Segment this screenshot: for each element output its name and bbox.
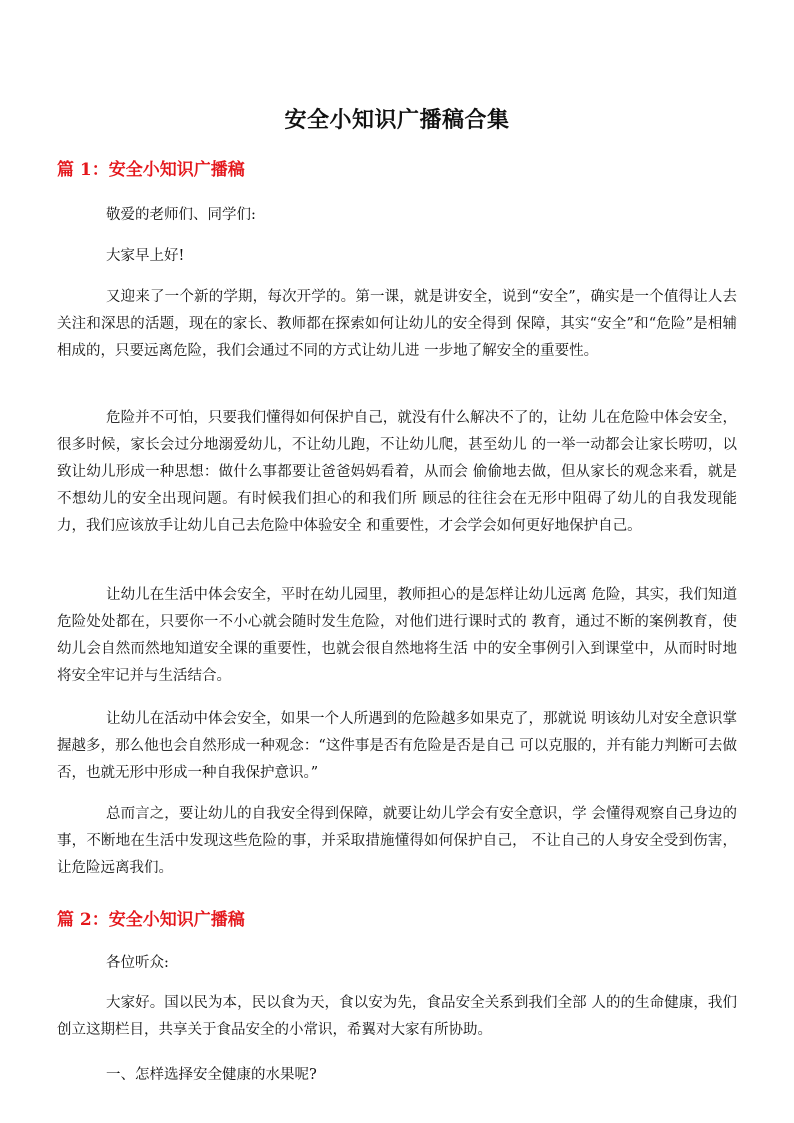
section-2-paragraph-3: 一、怎样选择安全健康的水果呢? xyxy=(106,1067,317,1083)
section-1-paragraph-6: 让幼儿在活动中体会安全，如果一个人所遇到的危险越多如果克了，那就说 明该幼儿对安全意识掌握越多，那么他也会自然形成一种观念：“这件事是否有危险是否是自己 可以克服的，并有能力判断可去做否，也就无形中形成一种自我保护意识。” xyxy=(57,711,737,781)
section-1-paragraph-2: 大家早上好! xyxy=(106,248,185,264)
section-1-paragraph-1: 敬爱的老师们、同学们: xyxy=(106,207,256,223)
section-2-paragraph-2: 大家好。国以民为本，民以食为天，食以安为先，食品安全关系到我们全部 人的的生命健康，我们创立这期栏目，共享关于食品安全的小常识，希翼对大家有所协助。 xyxy=(57,995,737,1038)
document-title: 安全小知识广播稿合集 xyxy=(284,107,510,133)
section-2-heading: 篇 2：安全小知识广播稿 xyxy=(57,910,245,930)
section-1-paragraph-4: 危险并不可怕，只要我们懂得如何保护自己，就没有什么解决不了的，让幼 儿在危险中体会安全，很多时候，家长会过分地溺爱幼儿，不让幼儿跑，不让幼儿爬，甚至幼儿 的一举一动都会让家长唠叨，以致让幼儿形成一种思想：做什么事都要让爸爸妈妈看着，从而会 偷偷地去做，但从家长的观念来看，就是不想幼儿的安全出现问题。有时候我们担心的和我们所 顾忌的往往会在无形中阻碍了幼儿的自我发现能力，我们应该放手让幼儿自己去危险中体验安全 和重要性，才会学会如何更好地保护自己。 xyxy=(57,410,737,534)
section-1-heading: 篇 1：安全小知识广播稿 xyxy=(57,160,245,180)
section-1-paragraph-7: 总而言之，要让幼儿的自我安全得到保障，就要让幼儿学会有安全意识，学 会懂得观察自己身边的事，不断地在生活中发现这些危险的事，并采取措施懂得如何保护自己， 不让自己的人身安全受到伤害，让危险远离我们。 xyxy=(57,806,737,876)
section-1-paragraph-3: 又迎来了一个新的学期，每次开学的。第一课，就是讲安全，说到“安全”，确实是一个值得让人去关注和深思的活题，现在的家长、教师都在探索如何让幼儿的安全得到 保障，其实“安全”和“危险”是相辅相成的，只要远离危险，我们会通过不同的方式让幼儿进 一步地了解安全的重要性。 xyxy=(57,289,737,359)
section-1-paragraph-5: 让幼儿在生活中体会安全，平时在幼儿园里，教师担心的是怎样让幼儿远离 危险，其实，我们知道危险处处都在，只要你一不小心就会随时发生危险，对他们进行课时式的 教育，通过不断的案例教育，使幼儿会自然而然地知道安全课的重要性，也就会很自然地将生活 中的安全事例引入到课堂中，从而时时地将安全牢记并与生活结合。 xyxy=(57,587,737,684)
section-2-paragraph-1: 各位听众: xyxy=(106,955,169,971)
